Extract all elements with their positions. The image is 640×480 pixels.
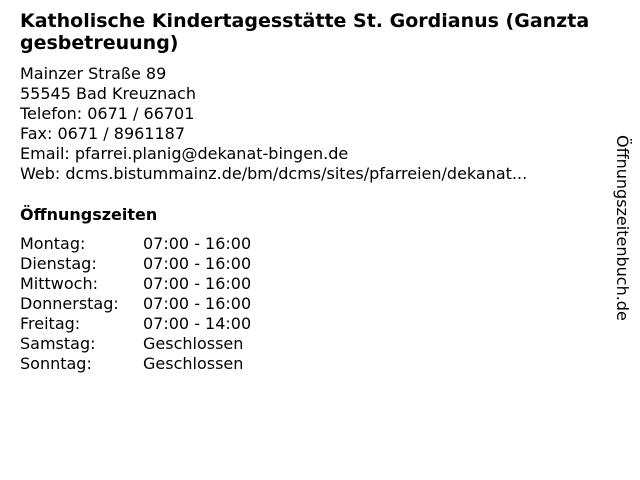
fax-number: Fax: 0671 / 8961187 bbox=[20, 124, 186, 143]
website-url: Web: dcms.bistummainz.de/bm/dcms/sites/pfarreien/dekanat... bbox=[20, 164, 528, 183]
time-value: 07:00 - 16:00 bbox=[143, 254, 252, 273]
time-value: 07:00 - 14:00 bbox=[143, 314, 252, 333]
day-label: Freitag: bbox=[20, 314, 81, 333]
day-label: Sonntag: bbox=[20, 354, 92, 373]
hours-row bbox=[20, 334, 251, 354]
day-label: Samstag: bbox=[20, 334, 96, 353]
opening-hours-table bbox=[20, 234, 251, 374]
time-value: 07:00 - 16:00 bbox=[143, 294, 252, 313]
city-address: 55545 Bad Kreuznach bbox=[20, 84, 196, 103]
email-address: Email: pfarrei.planig@dekanat-bingen.de bbox=[20, 144, 349, 163]
street-address: Mainzer Straße 89 bbox=[20, 64, 167, 83]
time-value: Geschlossen bbox=[143, 354, 244, 373]
hours-row bbox=[20, 234, 251, 254]
contact-block bbox=[20, 64, 600, 184]
time-value: 07:00 - 16:00 bbox=[143, 274, 252, 293]
hours-row bbox=[20, 254, 251, 274]
page-title: Katholische Kindertagesstätte St. Gordianus (Ganztagesbetreuung) bbox=[20, 10, 590, 54]
site-watermark-label: Öffnungszeitenbuch.de bbox=[613, 135, 632, 321]
time-value: Geschlossen bbox=[143, 334, 244, 353]
hours-row bbox=[20, 354, 251, 374]
day-label: Dienstag: bbox=[20, 254, 97, 273]
phone-number: Telefon: 0671 / 66701 bbox=[20, 104, 195, 123]
day-label: Montag: bbox=[20, 234, 86, 253]
hours-row bbox=[20, 274, 251, 294]
day-label: Donnerstag: bbox=[20, 294, 119, 313]
time-value: 07:00 - 16:00 bbox=[143, 234, 252, 253]
day-label: Mittwoch: bbox=[20, 274, 98, 293]
opening-hours-heading: Öffnungszeiten bbox=[20, 205, 158, 224]
hours-row bbox=[20, 294, 251, 314]
hours-row bbox=[20, 314, 251, 334]
